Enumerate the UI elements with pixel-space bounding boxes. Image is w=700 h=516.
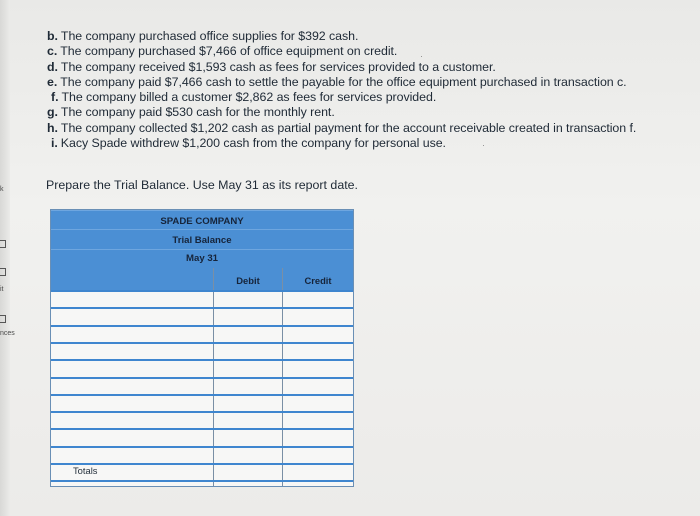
trial-balance-table	[50, 209, 354, 487]
debit-cell[interactable]	[216, 379, 280, 393]
header-divider	[51, 210, 353, 211]
debit-cell[interactable]	[216, 292, 280, 306]
account-title-cell[interactable]	[53, 379, 211, 393]
sidebar-fragment[interactable]: it	[0, 286, 4, 293]
credit-column-header: Credit	[304, 275, 332, 286]
credit-cell[interactable]	[285, 430, 351, 444]
credit-cell[interactable]	[285, 344, 351, 358]
debit-cell[interactable]	[216, 309, 280, 323]
account-title-cell[interactable]	[53, 292, 211, 306]
transaction-item: i. Kacy Spade withdrew $1,200 cash from the company for personal use.	[51, 136, 446, 151]
credit-cell[interactable]	[285, 309, 351, 323]
account-title-cell[interactable]	[53, 344, 211, 358]
debit-cell[interactable]	[216, 344, 280, 358]
account-title-cell[interactable]	[53, 309, 211, 323]
sidebar-fragment-icon	[0, 268, 6, 276]
debit-cell[interactable]	[216, 396, 280, 410]
cursor-mark: ·	[482, 140, 485, 150]
sidebar-fragment-references[interactable]: nces	[0, 330, 15, 337]
debit-cell[interactable]	[216, 327, 280, 341]
account-title-cell[interactable]	[53, 448, 211, 462]
sidebar-fragment-icon	[0, 240, 6, 248]
header-divider	[51, 229, 353, 230]
credit-cell[interactable]	[285, 465, 351, 479]
account-title-cell[interactable]	[53, 361, 211, 375]
sidebar-fragment-icon	[0, 315, 6, 323]
trial-balance-header	[51, 210, 353, 290]
debit-total-cell[interactable]	[216, 482, 280, 496]
credit-total-cell[interactable]	[285, 482, 351, 496]
transaction-item: d. The company received $1,593 cash as fees for services provided to a customer.	[47, 59, 496, 74]
header-divider	[51, 249, 353, 250]
account-title-cell[interactable]	[53, 413, 211, 427]
debit-cell[interactable]	[216, 430, 280, 444]
transaction-item: b. The company purchased office supplies for $392 cash.	[47, 29, 359, 43]
instruction-prompt: Prepare the Trial Balance. Use May 31 as its report date.	[46, 178, 358, 192]
cursor-mark: ·	[420, 51, 423, 61]
transaction-item: h. The company collected $1,202 cash as partial payment for the account receivable created in transaction f.	[47, 120, 637, 135]
transaction-item: f. The company billed a customer $2,862 as fees for services provided.	[51, 90, 437, 105]
debit-cell[interactable]	[216, 465, 280, 479]
credit-cell[interactable]	[285, 379, 351, 393]
account-title-cell[interactable]	[53, 430, 211, 444]
debit-column-header: Debit	[236, 275, 260, 286]
debit-cell[interactable]	[216, 448, 280, 462]
report-date: May 31	[186, 253, 218, 264]
credit-cell[interactable]	[285, 396, 351, 410]
sidebar-fragment[interactable]: k	[0, 186, 4, 193]
totals-label: Totals	[73, 465, 98, 476]
left-sidebar-edge	[0, 0, 10, 516]
report-title: Trial Balance	[172, 235, 232, 246]
transaction-item: g. The company paid $530 cash for the monthly rent.	[47, 105, 335, 120]
debit-cell[interactable]	[216, 361, 280, 375]
credit-cell[interactable]	[285, 292, 351, 306]
debit-cell[interactable]	[216, 413, 280, 427]
account-title-cell[interactable]	[53, 465, 211, 479]
transaction-list	[47, 29, 687, 151]
account-title-cell[interactable]	[53, 396, 211, 410]
credit-cell[interactable]	[285, 327, 351, 341]
credit-cell[interactable]	[285, 448, 351, 462]
account-title-cell[interactable]	[53, 327, 211, 341]
company-name: SPADE COMPANY	[160, 216, 244, 227]
credit-cell[interactable]	[285, 361, 351, 375]
transaction-item: c. The company purchased $7,466 of office equipment on credit.	[47, 44, 398, 59]
credit-cell[interactable]	[285, 413, 351, 427]
transaction-item: e. The company paid $7,466 cash to settle the payable for the office equipment purchased in transaction c.	[47, 74, 627, 89]
